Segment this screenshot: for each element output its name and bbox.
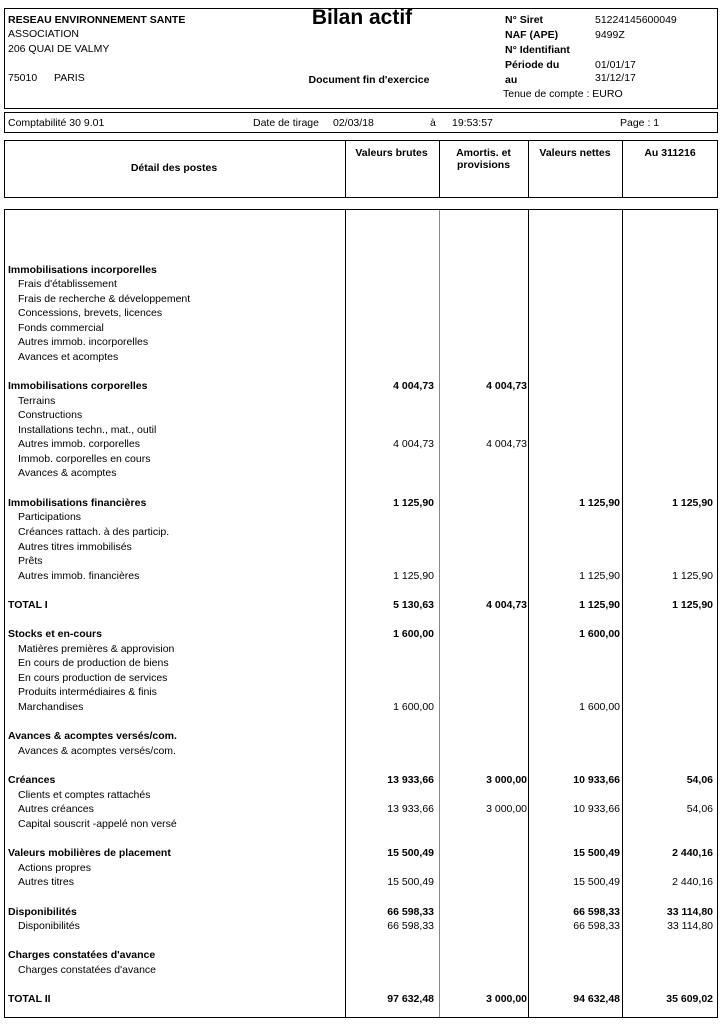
table-row <box>0 452 724 466</box>
table-row <box>0 569 724 583</box>
col-amortis-line2: provisions <box>456 159 511 171</box>
table-row <box>0 700 724 714</box>
table-row <box>0 292 724 306</box>
previous-year-cell: 54,06 <box>686 774 713 786</box>
row-label: Installations techn., mat., outil <box>18 424 157 436</box>
row-label: Créances <box>8 774 56 786</box>
col-previous: Au 311216 <box>644 147 696 159</box>
table-row <box>0 423 724 437</box>
row-label: Charges constatées d'avance <box>18 964 157 976</box>
valeurs-brutes-cell: 4 004,73 <box>393 380 434 392</box>
valeurs-nettes-cell: 1 125,90 <box>579 570 620 582</box>
row-label: Produits intermédiaires & finis <box>18 686 157 698</box>
table-row <box>0 510 724 524</box>
previous-year-cell: 33 114,80 <box>666 906 713 918</box>
date-label: Date de tirage <box>253 117 319 129</box>
table-row <box>0 817 724 831</box>
valeurs-nettes-cell: 1 125,90 <box>579 497 620 509</box>
row-label: En cours de production de biens <box>18 657 169 669</box>
col-amortis-line1: Amortis. et <box>456 147 511 159</box>
periode-to: 31/12/17 <box>595 72 636 84</box>
org-type: ASSOCIATION <box>8 28 79 40</box>
periode-label: Période du <box>505 59 560 71</box>
table-row <box>0 642 724 656</box>
table-row <box>0 335 724 349</box>
row-label: Autres titres <box>18 876 75 888</box>
col-nettes: Valeurs nettes <box>539 147 611 159</box>
row-label: Disponibilités <box>18 920 80 932</box>
row-label: Concessions, brevets, licences <box>18 307 163 319</box>
valeurs-brutes-cell: 15 500,49 <box>387 847 434 859</box>
valeurs-nettes-cell: 94 632,48 <box>573 993 620 1005</box>
row-label: Matières premières & approvision <box>18 643 175 655</box>
valeurs-nettes-cell: 10 933,66 <box>573 803 620 815</box>
periode-from: 01/01/17 <box>595 59 636 71</box>
table-row <box>0 379 724 393</box>
table-row <box>0 905 724 919</box>
valeurs-brutes-cell: 4 004,73 <box>393 438 434 450</box>
table-row <box>0 919 724 933</box>
row-label: Constructions <box>18 409 83 421</box>
valeurs-nettes-cell: 1 600,00 <box>579 701 620 713</box>
previous-year-cell: 2 440,16 <box>672 847 713 859</box>
row-label: Immobilisations financières <box>8 497 147 509</box>
org-name: RESEAU ENVIRONNEMENT SANTE <box>8 14 186 26</box>
valeurs-brutes-cell: 13 933,66 <box>387 774 434 786</box>
col-brutes: Valeurs brutes <box>355 147 428 159</box>
row-label: Immob. corporelles en cours <box>18 453 151 465</box>
valeurs-brutes-cell: 1 125,90 <box>393 570 434 582</box>
table-row <box>0 992 724 1006</box>
row-label: Autres créances <box>18 803 94 815</box>
valeurs-brutes-cell: 1 125,90 <box>393 497 434 509</box>
page-title: Bilan actif <box>311 6 413 29</box>
previous-year-cell: 2 440,16 <box>672 876 713 888</box>
row-label: Stocks et en-cours <box>8 628 102 640</box>
date-value: 02/03/18 <box>333 117 374 129</box>
row-label: Terrains <box>18 395 56 407</box>
table-row <box>0 540 724 554</box>
tenue-compte: Tenue de compte : EURO <box>503 88 623 100</box>
valeurs-nettes-cell: 10 933,66 <box>573 774 620 786</box>
table-row <box>0 525 724 539</box>
valeurs-nettes-cell: 15 500,49 <box>573 847 620 859</box>
table-row <box>0 598 724 612</box>
row-label: Participations <box>18 511 82 523</box>
page-number: Page : 1 <box>620 117 660 129</box>
previous-year-cell: 1 125,90 <box>672 599 713 611</box>
valeurs-brutes-cell: 5 130,63 <box>393 599 434 611</box>
previous-year-cell: 1 125,90 <box>672 497 713 509</box>
amortissements-cell: 3 000,00 <box>486 993 527 1005</box>
time-value: 19:53:57 <box>452 117 493 129</box>
table-row <box>0 802 724 816</box>
time-label: à <box>430 117 436 129</box>
row-label: Immobilisations corporelles <box>8 380 148 392</box>
amortissements-cell: 4 004,73 <box>486 599 527 611</box>
row-label: Immobilisations incorporelles <box>8 264 157 276</box>
row-label: Prêts <box>18 555 43 567</box>
table-row <box>0 263 724 277</box>
table-row <box>0 861 724 875</box>
valeurs-brutes-cell: 66 598,33 <box>387 920 434 932</box>
identifiant-label: N° Identifiant <box>505 44 570 56</box>
previous-year-cell: 54,06 <box>686 803 713 815</box>
row-label: Capital souscrit -appelé non versé <box>18 818 177 830</box>
table-row <box>0 408 724 422</box>
table-row <box>0 729 724 743</box>
amortissements-cell: 3 000,00 <box>486 774 527 786</box>
table-row <box>0 875 724 889</box>
row-label: Disponibilités <box>8 906 77 918</box>
table-row <box>0 963 724 977</box>
row-label: Charges constatées d'avance <box>8 949 156 961</box>
row-label: Frais d'établissement <box>18 278 117 290</box>
table-row <box>0 627 724 641</box>
valeurs-brutes-cell: 13 933,66 <box>387 803 434 815</box>
row-label: Créances rattach. à des particip. <box>18 526 170 538</box>
row-label: Autres immob. financières <box>18 570 140 582</box>
org-postcode: 75010 <box>8 72 38 84</box>
row-label: Clients et comptes rattachés <box>18 789 151 801</box>
naf-label: NAF (APE) <box>505 29 559 41</box>
table-row <box>0 656 724 670</box>
row-label: Autres immob. incorporelles <box>18 336 149 348</box>
amortissements-cell: 4 004,73 <box>486 380 527 392</box>
siret-label: N° Siret <box>505 14 544 26</box>
valeurs-nettes-cell: 1 125,90 <box>579 599 620 611</box>
valeurs-brutes-cell: 1 600,00 <box>393 701 434 713</box>
au-label: au <box>505 74 518 86</box>
row-label: Valeurs mobilières de placement <box>8 847 171 859</box>
table-row <box>0 685 724 699</box>
table-row <box>0 948 724 962</box>
table-row <box>0 277 724 291</box>
row-label: Avances & acomptes versés/com. <box>18 745 176 757</box>
table-row <box>0 496 724 510</box>
siret-value: 51224145600049 <box>595 14 677 26</box>
table-row <box>0 773 724 787</box>
row-label: Avances et acomptes <box>18 351 119 363</box>
row-label: Fonds commercial <box>18 322 104 334</box>
row-label: En cours production de services <box>18 672 168 684</box>
amortissements-cell: 4 004,73 <box>486 438 527 450</box>
valeurs-brutes-cell: 15 500,49 <box>387 876 434 888</box>
table-row <box>0 437 724 451</box>
table-row <box>0 788 724 802</box>
valeurs-nettes-cell: 66 598,33 <box>573 920 620 932</box>
col-detail: Détail des postes <box>130 162 218 174</box>
row-label: TOTAL II <box>8 993 51 1005</box>
naf-value: 9499Z <box>595 29 625 41</box>
valeurs-nettes-cell: 1 600,00 <box>579 628 620 640</box>
previous-year-cell: 35 609,02 <box>666 993 713 1005</box>
row-label: Avances & acomptes versés/com. <box>8 730 177 742</box>
valeurs-brutes-cell: 97 632,48 <box>387 993 434 1005</box>
valeurs-nettes-cell: 66 598,33 <box>573 906 620 918</box>
valeurs-brutes-cell: 66 598,33 <box>387 906 434 918</box>
table-row <box>0 846 724 860</box>
table-row <box>0 671 724 685</box>
row-label: Marchandises <box>18 701 84 713</box>
org-address: 206 QUAI DE VALMY <box>8 43 110 55</box>
row-label: TOTAL I <box>8 599 48 611</box>
software-version: Comptabilité 30 9.01 <box>8 117 105 129</box>
valeurs-nettes-cell: 15 500,49 <box>573 876 620 888</box>
previous-year-cell: 1 125,90 <box>672 570 713 582</box>
table-row <box>0 394 724 408</box>
row-label: Autres titres immobilisés <box>18 541 132 553</box>
row-label: Avances & acomptes <box>18 467 117 479</box>
valeurs-brutes-cell: 1 600,00 <box>393 628 434 640</box>
table-row <box>0 554 724 568</box>
table-row <box>0 466 724 480</box>
row-label: Frais de recherche & développement <box>18 293 191 305</box>
table-row <box>0 744 724 758</box>
page-subtitle: Document fin d'exercice <box>308 74 430 86</box>
table-row <box>0 321 724 335</box>
row-label: Autres immob. corporelles <box>18 438 140 450</box>
row-label: Actions propres <box>18 862 91 874</box>
org-city: PARIS <box>54 72 85 84</box>
previous-year-cell: 33 114,80 <box>667 920 713 932</box>
amortissements-cell: 3 000,00 <box>486 803 527 815</box>
table-row <box>0 306 724 320</box>
table-row <box>0 350 724 364</box>
